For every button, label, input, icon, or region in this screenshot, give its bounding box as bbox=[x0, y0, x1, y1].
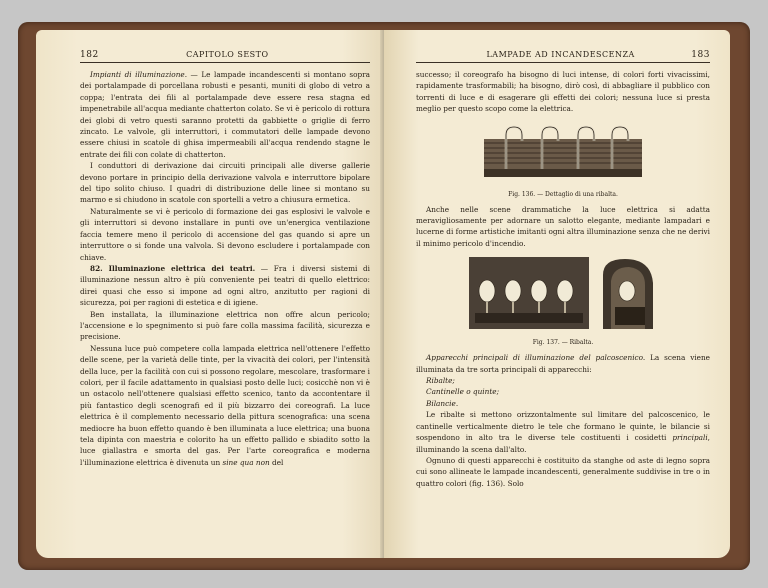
right-running-head: LAMPADE AD INCANDESCENZA bbox=[486, 50, 635, 59]
list-item bbox=[416, 375, 710, 386]
paragraph bbox=[80, 263, 370, 309]
list-item-text: Bilancie. bbox=[426, 398, 459, 408]
paragraph: Ben installata, la illuminazione elettrica non offre alcun pericolo; l'accensione e lo spegnimento si può fare colla massima facilità, sicurezza e precisione. bbox=[80, 309, 370, 342]
figure-137-caption: Fig. 137. — Ribalta. bbox=[532, 339, 594, 347]
paragraph-text: — Fra i diversi sistemi di illuminazione nessun altro è più conveniente pei teatri di quello elettrico: direi quasi che esso si impone ad ogni altro, anzitutto per ragioni di sicurezza, poi per ragioni di estetica e di igiene. bbox=[80, 263, 371, 308]
italic-phrase: sine qua non bbox=[222, 457, 270, 467]
paragraph-text: La scena viene illuminata da tre sorta principali di apparecchi: bbox=[416, 353, 710, 374]
left-page bbox=[36, 30, 384, 558]
paragraph: Ognuno di questi apparecchi è costituito da stanghe od aste di legno sopra cui sono allineate le lampade incandescenti, generalmente suddivise in tre o in quattro colori (fig. 136). Solo bbox=[416, 455, 710, 488]
left-page-header bbox=[80, 50, 370, 63]
paragraph-text: Le ribalte si mettono orizzontalmente sul limitare del palcoscenico, le cantinelle verticalmente dietro le tele che formano le quinte, le bilancie si sospendono in alto tra le diverse tele costituenti i cosidetti bbox=[416, 410, 710, 443]
paragraph bbox=[80, 69, 370, 160]
section-title: Apparecchi principali di illuminazione del palcoscenico. bbox=[426, 353, 646, 363]
paragraph: successo; il coreografo ha bisogno di luci intense, di colori forti vivacissimi, rapidamente trasformabili; ha bisogno, dirò così, di abbagliare il pubblico con torrenti di luce e di esagerare gli effetti dei colori; nessuna luce si presta meglio per questo scopo come la elettrica. bbox=[416, 70, 710, 114]
footlight-illustration bbox=[465, 255, 661, 333]
left-page-number: 182 bbox=[80, 50, 99, 60]
section-title: Impianti di illuminazione. bbox=[90, 70, 188, 79]
paragraph: Naturalmente se vi è pericolo di formazione dei gas esplosivi le valvole e gli interruttori si devono installare in punti ove un'energica ventilazione faccia temere meno il pericolo di accensione del gas quando si apre un interruttore o si fonde una valvola. Si devono escludere i portalampade con chiave. bbox=[80, 206, 370, 262]
right-page bbox=[384, 30, 730, 558]
paragraph: I conduttori di derivazione dai circuiti principali alle diverse gallerie devono portare in principio della derivazione valvola e interruttore bipolare del tipo solito chiuso. I quadri di distribuzione delle linee si montano su marmo e si chiudono in scatole con sportelli a vetro a chiusura ermetica. bbox=[80, 161, 370, 205]
right-page-header bbox=[416, 50, 710, 63]
footlight-detail-illustration bbox=[478, 121, 648, 185]
left-running-head: CAPITOLO SESTO bbox=[186, 50, 269, 59]
paragraph-text: , illuminando la scena dall'alto. bbox=[416, 433, 710, 454]
figure-136 bbox=[416, 121, 710, 189]
figure-137 bbox=[416, 255, 710, 337]
italic-word: principali bbox=[672, 433, 708, 443]
list-item-text: Cantinelle o quinte; bbox=[426, 387, 500, 397]
paragraph-text: Nessuna luce può competere colla lampada elettrica nell'ottenere l'effetto delle scene, per la varietà delle tinte, per la vivacità dei colori, per l'intensità della luce, per la facilità con cui si possono regolare, mescolare, trasformare i colori, per il facile adattamento in qualsiasi posto delle luci; cosicchè non vi è un ostacolo nell'ottenere qualsiasi effetto scenico, tanto da accontentare il più fantastico degli scenografi ed il più bizzarro dei coreografi. La luce elettrica è il complemento necessario della pittura scenografica: una scena mediocre ha buon effetto quando è ben illuminata a luce elettrica; una buona tela dipinta con maestria e colorito ha un effetto pallido e sbiadito sotto la luce giallastra e smorta del gas. Per l'arte coreografica e moderna l'illuminazione elettrica è divenuta un bbox=[80, 343, 370, 467]
paragraph: Anche nelle scene drammatiche la luce elettrica si adatta meravigliosamente per adornare un salotto elegante, mediante lampadari e lucerne di forme artistiche imitanti ogni altra illuminazione senza che ne derivi il minimo pericolo d'incendio. bbox=[416, 204, 710, 248]
paragraph-text: del bbox=[269, 457, 284, 467]
right-page-number: 183 bbox=[691, 50, 710, 60]
paragraph bbox=[416, 409, 710, 455]
paragraph bbox=[80, 343, 370, 468]
section-heading: 82. Illuminazione elettrica dei teatri. bbox=[90, 263, 256, 273]
figure-136-caption: Fig. 136. — Dettaglio di una ribalta. bbox=[508, 190, 618, 198]
list-item bbox=[416, 386, 710, 397]
paragraph-text: — Le lampade incandescenti si montano sopra dei portalampade di porcellana robusti e pesanti, muniti di globo di vetro a coppa; l'entrata dei fili al portalampade deve essere resa stagna ed impenetrabile all'acqua mediante chatterton colato. Se vi è pericolo di rottura dei globi di vetro questi saranno protetti da gabbiette o griglie di ferro zincato. Le valvole, gli interruttori, i commutatori delle lampade devono essere chiusi in scatole di ghisa impermeabili all'acqua rendendo stagne le entrate dei fili con colate di chatterton. bbox=[80, 70, 370, 159]
apparatus-list bbox=[416, 375, 710, 409]
list-item bbox=[416, 398, 710, 409]
paragraph bbox=[416, 352, 710, 375]
list-item-text: Ribalte; bbox=[426, 376, 455, 386]
